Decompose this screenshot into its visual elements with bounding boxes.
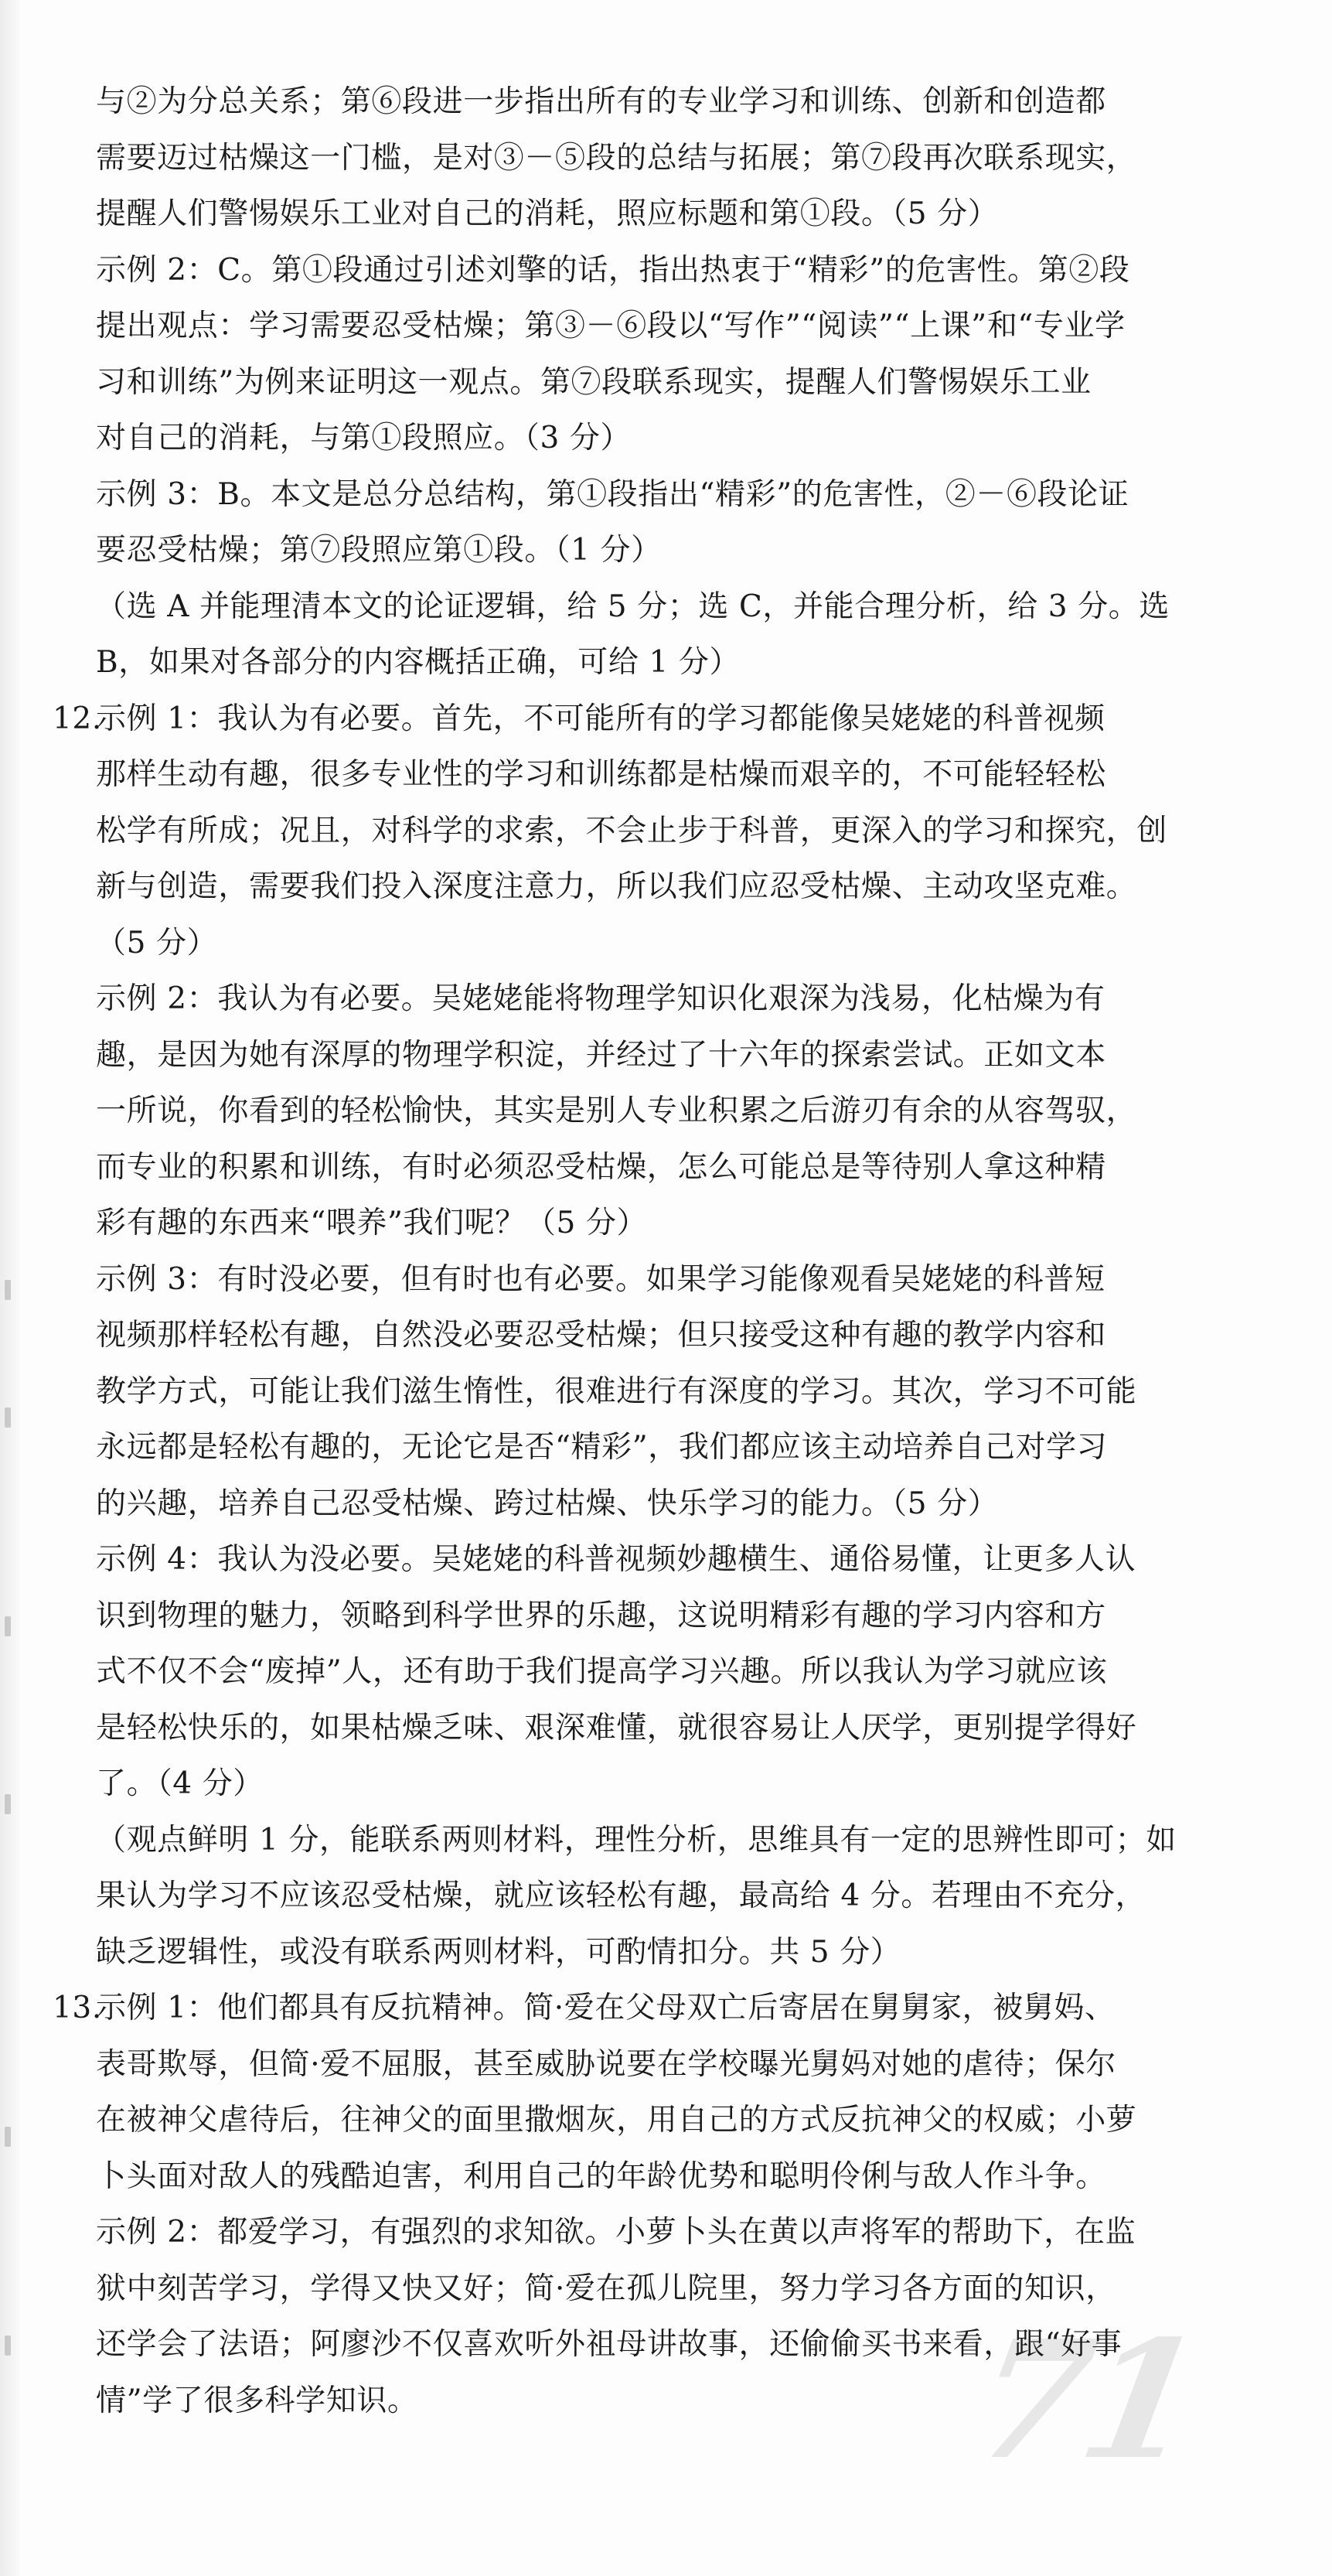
line-text: 与②为分总关系；第⑥段进一步指出所有的专业学习和训练、创新和创造都 — [96, 84, 1106, 119]
text-line — [53, 971, 1259, 1028]
text-line — [53, 523, 1259, 579]
line-text: 要忍受枯燥；第⑦段照应第①段。（1 分） — [96, 533, 662, 568]
line-text: 卜头面对敌人的残酷迫害，利用自己的年龄优势和聪明伶俐与敌人作斗争。 — [96, 2158, 1106, 2194]
line-text: B，如果对各部分的内容概括正确，可给 1 分） — [96, 645, 741, 680]
line-text: 永远都是轻松有趣的，无论它是否“精彩”，我们都应该主动培养自己对学习 — [96, 1430, 1108, 1465]
text-line — [53, 2037, 1259, 2093]
text-line — [53, 804, 1259, 860]
line-text: 新与创造，需要我们投入深度注意力，所以我们应忍受枯燥、主动攻坚克难。 — [96, 869, 1137, 904]
text-line — [53, 299, 1259, 355]
text-line — [53, 186, 1259, 243]
text-line — [53, 1644, 1259, 1701]
text-line — [53, 467, 1259, 524]
line-text: 视频那样轻松有趣，自然没必要忍受枯燥；但只接受这种有趣的教学内容和 — [96, 1318, 1106, 1353]
text-line — [53, 1532, 1259, 1588]
text-line — [53, 1868, 1259, 1925]
text-line — [53, 1028, 1259, 1084]
line-text: 示例 3：有时没必要，但有时也有必要。如果学习能像观看吴姥姥的科普短 — [96, 1261, 1105, 1297]
watermark-logo: 71 — [961, 2305, 1209, 2496]
line-text: 示例 3：B。本文是总分总结构，第①段指出“精彩”的危害性，②－⑥段论证 — [96, 476, 1129, 512]
line-text: 那样生动有趣，很多专业性的学习和训练都是枯燥而艰辛的，不可能轻轻松 — [96, 757, 1106, 792]
text-line — [53, 243, 1259, 299]
text-line — [53, 411, 1259, 467]
line-text: 示例 1：我认为有必要。首先，不可能所有的学习都能像吴姥姥的科普视频 — [96, 701, 1105, 736]
margin-mark — [5, 1407, 11, 1428]
text-line — [53, 355, 1259, 411]
line-text: 趣，是因为她有深厚的物理学积淀，并经过了十六年的探索尝试。正如文本 — [96, 1037, 1106, 1073]
margin-mark — [5, 1280, 11, 1300]
line-text: 示例 2：都爱学习，有强烈的求知欲。小萝卜头在黄以声将军的帮助下，在监 — [96, 2215, 1136, 2250]
text-line — [53, 131, 1259, 187]
text-line — [53, 1588, 1259, 1645]
line-text: 松学有所成；况且，对科学的求索，不会止步于科普，更深入的学习和探究，创 — [96, 813, 1168, 848]
line-text: 需要迈过枯燥这一门槛，是对③－⑤段的总结与拓展；第⑦段再次联系现实， — [96, 140, 1137, 176]
line-text: 对自己的消耗，与第①段照应。（3 分） — [96, 421, 632, 455]
line-text: 示例 4：我认为没必要。吴姥姥的科普视频妙趣横生、通俗易懂，让更多人认 — [96, 1542, 1136, 1577]
line-text: 示例 2：我认为有必要。吴姥姥能将物理学知识化艰深为浅易，化枯燥为有 — [96, 981, 1105, 1016]
line-text: 式不仅不会“废掉”人，还有助于我们提高学习兴趣。所以我认为学习就应该 — [96, 1654, 1108, 1689]
text-line — [53, 74, 1259, 131]
line-text: （选 A 并能理清本文的论证逻辑，给 5 分；选 C，并能合理分析，给 3 分。选 — [96, 589, 1170, 624]
text-line — [53, 579, 1259, 636]
text-line — [53, 1252, 1259, 1308]
line-text: （观点鲜明 1 分，能联系两则材料，理性分析，思维具有一定的思辨性即可；如 — [96, 1822, 1177, 1858]
text-line — [53, 1420, 1259, 1476]
line-text: 情”学了很多科学知识。 — [96, 2383, 418, 2418]
text-line — [53, 2205, 1259, 2261]
margin-mark — [5, 1794, 11, 1814]
line-text: 了。（4 分） — [96, 1766, 264, 1801]
line-text: 示例 1：他们都具有反抗精神。简·爱在父母双亡后寄居在舅舅家，被舅妈、 — [96, 1991, 1116, 2025]
line-text: 缺乏逻辑性，或没有联系两则材料，可酌情扣分。共 5 分） — [96, 1934, 901, 1970]
text-line — [53, 1925, 1259, 1981]
text-line — [53, 2261, 1259, 2318]
line-text: 的兴趣，培养自己忍受枯燥、跨过枯燥、快乐学习的能力。（5 分） — [96, 1486, 999, 1521]
line-text: 在被神父虐待后，往神父的面里撒烟灰，用自己的方式反抗神父的权威；小萝 — [96, 2103, 1137, 2138]
line-text: 是轻松快乐的，如果枯燥乏味、艰深难懂，就很容易让人厌学，更别提学得好 — [96, 1710, 1137, 1745]
text-line — [53, 635, 1259, 691]
line-text: 习和训练”为例来证明这一观点。第⑦段联系现实，提醒人们警惕娱乐工业 — [96, 364, 1092, 400]
margin-mark — [5, 1616, 11, 1636]
line-text: 识到物理的魅力，领略到科学世界的乐趣，这说明精彩有趣的学习内容和方 — [96, 1598, 1106, 1633]
text-line — [53, 2149, 1259, 2206]
text-line — [53, 2373, 1259, 2430]
margin-mark — [5, 2127, 11, 2147]
text-line — [53, 1364, 1259, 1421]
line-text: 彩有趣的东西来“喂养”我们呢？（5 分） — [96, 1206, 648, 1240]
line-text: 教学方式，可能让我们滋生惰性，很难进行有深度的学习。其次，学习不可能 — [96, 1373, 1137, 1409]
text-line — [53, 1701, 1259, 1757]
line-text: 表哥欺辱，但简·爱不屈服，甚至威胁说要在学校曝光舅妈对她的虐待；保尔 — [96, 2046, 1116, 2082]
answer-text-body — [53, 74, 1259, 2429]
text-line — [53, 1476, 1259, 1533]
margin-mark — [5, 2335, 11, 2356]
line-text: 而专业的积累和训练，有时必须忍受枯燥，怎么可能总是等待别人拿这种精 — [96, 1149, 1106, 1185]
text-line — [53, 1196, 1259, 1252]
text-line — [53, 1813, 1259, 1869]
text-line — [53, 1140, 1259, 1196]
text-line — [53, 1083, 1259, 1140]
text-line — [53, 2093, 1259, 2149]
line-text: 示例 2：C。第①段通过引述刘擎的话，指出热衷于“精彩”的危害性。第②段 — [96, 252, 1130, 288]
text-line — [53, 1308, 1259, 1364]
question-first-line — [53, 691, 1259, 748]
line-text: 狱中刻苦学习，学得又快又好；简·爱在孤儿院里，努力学习各方面的知识， — [96, 2271, 1116, 2306]
text-line — [53, 1756, 1259, 1813]
question-number: 13. — [53, 1991, 102, 2025]
question-number: 12. — [53, 701, 102, 736]
line-text: （5 分） — [96, 925, 218, 960]
line-text: 一所说，你看到的轻松愉快，其实是别人专业积累之后游刃有余的从容驾驭， — [96, 1094, 1137, 1128]
line-text: 果认为学习不应该忍受枯燥，就应该轻松有趣，最高给 4 分。若理由不充分， — [96, 1878, 1146, 1913]
line-text: 提醒人们警惕娱乐工业对自己的消耗，照应标题和第①段。（5 分） — [96, 196, 999, 231]
question-first-line — [53, 1981, 1259, 2037]
line-text: 还学会了法语；阿廖沙不仅喜欢听外祖母讲故事，还偷偷买书来看，跟“好事 — [96, 2327, 1122, 2362]
line-text: 提出观点：学习需要忍受枯燥；第③－⑥段以“写作”“阅读”“上课”和“专业学 — [96, 309, 1126, 343]
text-line — [53, 859, 1259, 916]
text-line — [53, 2317, 1259, 2373]
text-line — [53, 916, 1259, 972]
text-line — [53, 747, 1259, 804]
